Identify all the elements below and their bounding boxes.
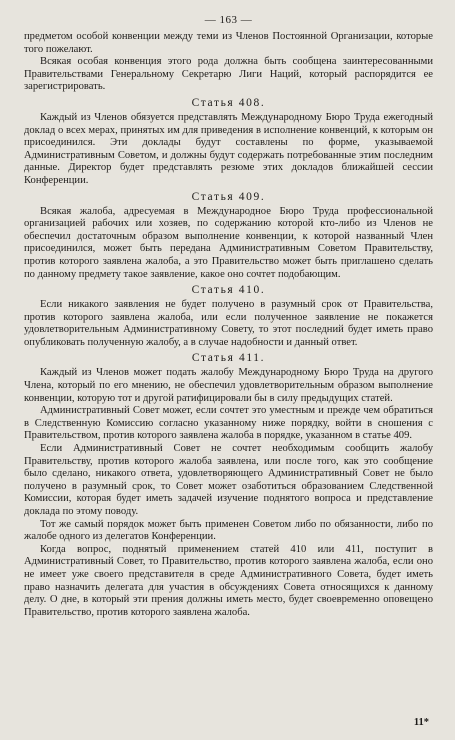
article-heading-411: Статья 411. xyxy=(191,352,266,365)
paragraph: Административный Совет может, если сочтет это уместным и прежде чем обратиться в Следственную Комиссию согласно указанному ниже порядку, войти в сношения с Правительством, против которого заявлена жалоба в порядке, указанном в статье 409. xyxy=(24,405,433,442)
page-number: — 163 — xyxy=(204,14,253,26)
paragraph: Если Административный Совет не сочтет необходимым сообщить жалобу Правительству, против которого жалоба заявлена, или после того, как это сообщение было сделано, никакого ответа, удовлетворяющего Административный Совет не было получено в разумный срок, то Совет может озаботиться образованием Следственной Комиссии, которая будет иметь задачей изучение поднятого вопроса и представление доклада по этому поводу. xyxy=(24,443,433,517)
article-heading-409: Статья 409. xyxy=(191,190,266,203)
article-heading-408: Статья 408. xyxy=(191,96,266,109)
paragraph: Всякая особая конвенция этого рода должна быть сообщена заинтересованными Правительствами Генеральному Секретарю Лиги Наций, который распорядится ее зарегистрировать. xyxy=(24,56,433,93)
paragraph: Когда вопрос, поднятый применением статей 410 или 411, поступит в Административный Совет, то Правительство, против которого заявлена жалоба, если оно не имеет уже своего представителя в среде Административного Совета, будет иметь право назначить делегата для участия в обсуждениях Совета относящихся к данному делу. О дне, в который эти прения должны иметь место, будет своевременно оповещено Правительство, против которого заявлена жалоба. xyxy=(24,543,433,618)
printer-signature-mark: 11* xyxy=(413,717,429,728)
paragraph: Всякая жалоба, адресуемая в Международное Бюро Труда профессиональной организацией рабочих или хозяев, по содержанию которой кто-либо из Членов не обеспечил достаточным образом выполнение конвенции, к которой названный Член присоединился, может быть передана Административным Советом Правительству, против которого заявлена жалоба, а это Правительство может быть приглашено сделать по данному предмету такое заявление, какое оно сочтет подобающим. xyxy=(24,205,433,280)
paragraph: Тот же самый порядок может быть применен Советом либо по обязанности, либо по жалобе одного из делегатов Конференции. xyxy=(24,518,433,543)
paragraph: Если никакого заявления не будет получено в разумный срок от Правительства, против которого заявлена жалоба, или если полученное заявление не покажется удовлетворительным Административному Совету, то этот последний будет иметь право опубликовать полученную жалобу, а в случае надобности и данный ответ. xyxy=(24,299,433,348)
article-heading-410: Статья 410. xyxy=(191,284,266,297)
paragraph: Каждый из Членов обязуется представлять Международному Бюро Труда ежегодный доклад о всех мерах, принятых им для приведения в исполнение конвенций, к которым он присоединился. Эти доклады будут составлены по форме, указываемой Административным Советом, и должны будут содержать потребованные этим последним данные. Директор будет представлять резюме этих докладов ближайшей сессии Конференции. xyxy=(24,111,433,186)
paragraph: Каждый из Членов может подать жалобу Международному Бюро Труда на другого Члена, который по его мнению, не обеспечил удовлетворительным образом выполнение конвенции, которую тот и другой ратифицировали бы в силу предыдущих статей. xyxy=(24,367,433,404)
paragraph-continuation: предметом особой конвенции между теми из Членов Постоянной Организации, которые того пожелают. xyxy=(24,31,433,55)
